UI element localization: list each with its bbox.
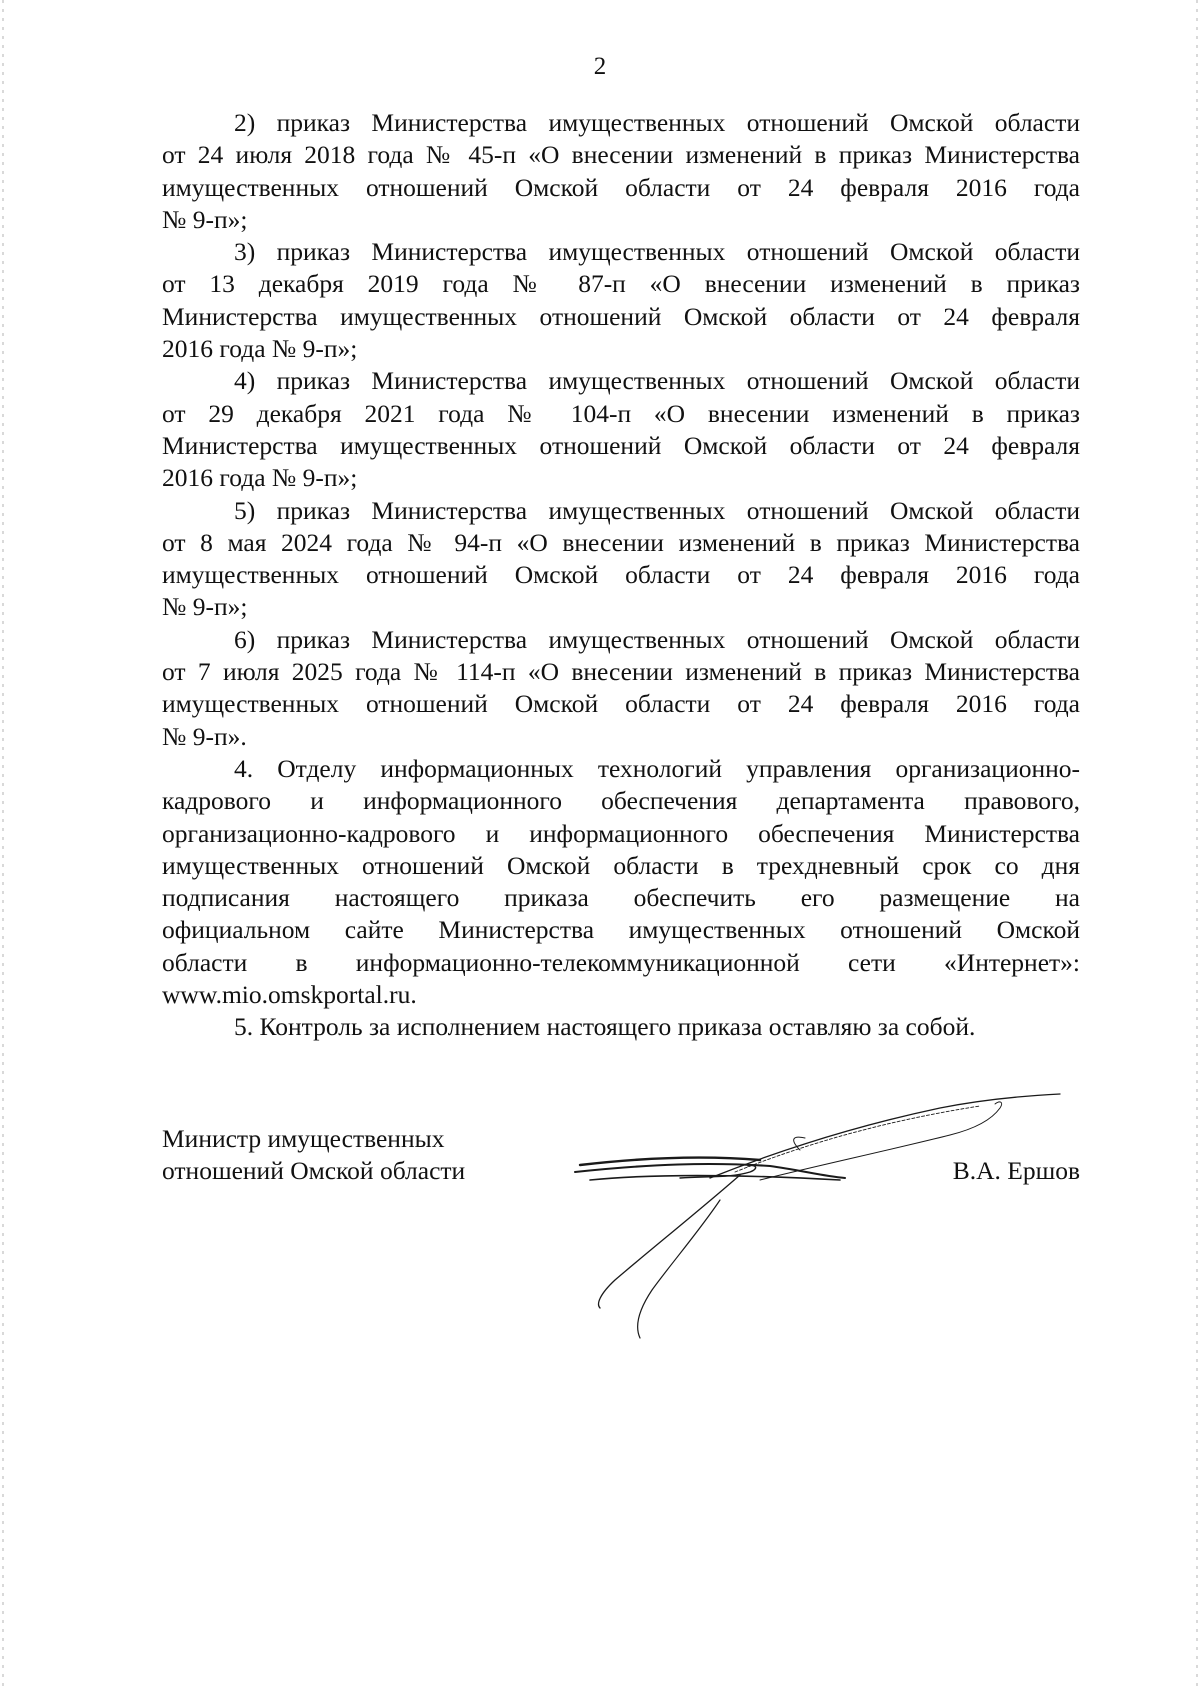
text-line: от 7 июля 2025 года № 114-п «О внесении изменений в приказ Министерства [162,657,1080,687]
text-line: имущественных отношений Омской области в трехдневный срок со дня [162,850,1080,880]
text-line: Министерства имущественных отношений Омской области от 24 февраля [162,301,1080,331]
text-line: 5. Контроль за исполнением настоящего приказа оставляю за собой. [234,1012,976,1042]
text-line: 2) приказ Министерства имущественных отношений Омской области [234,108,1080,137]
signatory-name: В.А. Ершов [952,1156,1080,1185]
text-line: www.mio.omskportal.ru. [162,980,417,1010]
text-line: официальном сайте Министерства имущественных отношений Омской [162,915,1080,945]
text-line: от 13 декабря 2019 года № 87-п «О внесении изменений в приказ [162,269,1080,299]
text-line: от 29 декабря 2021 года № 104-п «О внесении изменений в приказ [162,398,1080,428]
text-line: кадрового и информационного обеспечения департамента правового, [162,786,1080,816]
text-line: 6) приказ Министерства имущественных отношений Омской области [234,624,1080,654]
scan-edge-left [2,0,4,1686]
text-line: области в информационно-телекоммуникационной сети «Интернет»: [162,947,1080,977]
text-line: от 8 мая 2024 года № 94-п «О внесении изменений в приказ Министерства [162,527,1080,557]
text-line: организационно-кадрового и информационного обеспечения Министерства [162,818,1080,848]
text-line: 5) приказ Министерства имущественных отношений Омской области [234,495,1080,525]
scan-edge-right [1196,0,1198,1686]
text-line: подписания настоящего приказа обеспечить его размещение на [162,883,1080,913]
text-line: 4) приказ Министерства имущественных отношений Омской области [234,366,1080,396]
text-line: 2016 года № 9-п»; [162,463,358,493]
text-line: № 9-п»; [162,204,248,234]
text-line: имущественных отношений Омской области от 24 февраля 2016 года [162,172,1080,202]
text-line: 2016 года № 9-п»; [162,334,358,364]
document-body [162,107,1080,1044]
signatory-position-line: Министр имущественных [162,1124,445,1153]
text-line: имущественных отношений Омской области от 24 февраля 2016 года [162,689,1080,719]
signatory-position [162,1123,465,1188]
signatory-position-line: отношений Омской области [162,1156,466,1186]
text-line: 4. Отделу информационных технологий управления организационно- [234,753,1080,783]
text-line: имущественных отношений Омской области от 24 февраля 2016 года [162,560,1080,590]
text-line: № 9-п». [162,721,247,751]
handwritten-signature [560,1080,1100,1350]
page-number: 2 [593,53,607,80]
text-line: № 9-п»; [162,592,248,622]
text-line: от 24 июля 2018 года № 45-п «О внесении изменений в приказ Министерства [162,140,1080,170]
text-line: 3) приказ Министерства имущественных отношений Омской области [234,237,1080,267]
text-line: Министерства имущественных отношений Омской области от 24 февраля [162,430,1080,460]
